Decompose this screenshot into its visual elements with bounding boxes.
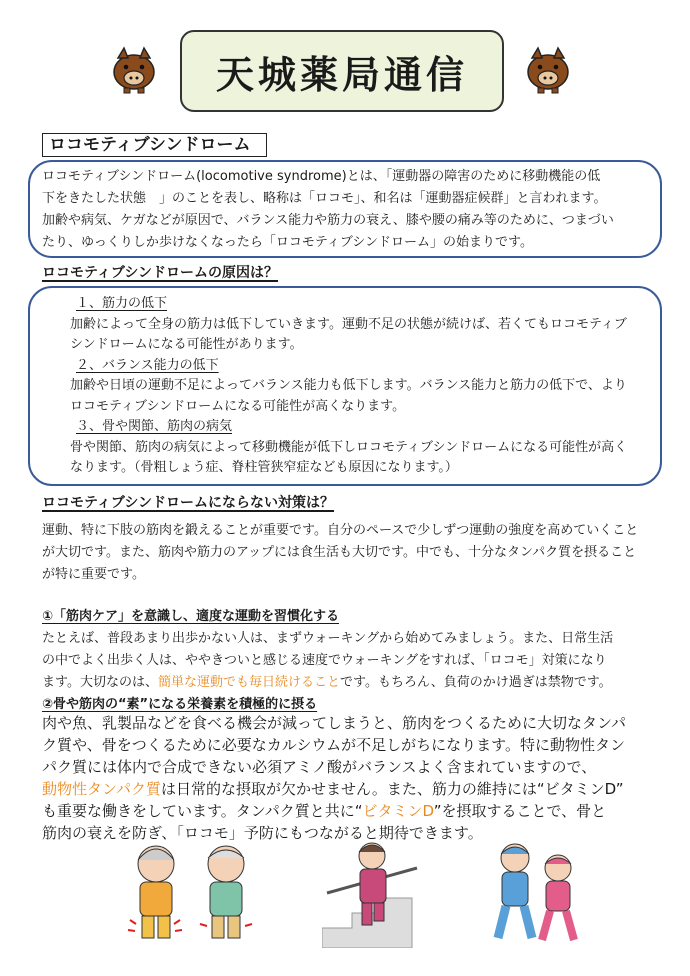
point2-line: ク質や、骨をつくるために必要なカルシウムが不足しがちになります。特に動物性タン — [42, 736, 625, 754]
point2-title: ②骨や筋肉の“素”になる栄養素を積極的に摂る — [42, 697, 318, 712]
point2-line — [42, 800, 672, 822]
point2-line: パク質には体内で合成できない必須アミノ酸がバランスよく含まれていますので、 — [42, 758, 597, 776]
point1-line: たとえば、普段あまり出歩かない人は、まずウォーキングから始めてみましょう。また、日常生活 — [42, 631, 614, 646]
point2-line — [42, 778, 672, 800]
highlight-animal-protein: 動物性タンパク質 — [42, 780, 161, 798]
text-segment: ”を摂取することで、骨と — [433, 802, 607, 820]
point1-block — [42, 606, 662, 716]
point2-line: 肉や魚、乳製品などを食べる機会が減ってしまうと、筋肉をつくるために大切なタンパ — [42, 714, 626, 732]
definition-text — [42, 166, 662, 254]
cause-title-muscle: １、筋力の低下 — [76, 296, 168, 311]
point1-line — [42, 672, 662, 694]
point2-line: 筋肉の衰えを防ぎ、「ロコモ」予防にもつながると期待できます。 — [42, 824, 483, 842]
highlight-vitamin-d: ビタミンD — [362, 802, 434, 820]
cause-line: シンドロームになる可能性があります。 — [70, 337, 303, 352]
point2-block — [42, 712, 672, 844]
definition-line: 加齢や病気、ケガなどが原因で、バランス能力や筋力の衰え、膝や腰の痛み等のために、つまづい — [42, 213, 614, 228]
highlight-daily-exercise: 簡単な運動でも毎日続けること — [157, 675, 340, 690]
newsletter-title: 天城薬局通信 — [180, 30, 504, 112]
walking-couple-illustration — [480, 838, 590, 948]
text-segment: ます。大切なのは、 — [42, 675, 158, 690]
definition-line: 下をきたした状態 」のことを表し、略称は「ロコモ」、和名は「運動器症候群」と言われます。 — [42, 191, 607, 206]
cause-line: 加齢や日頃の運動不足によってバランス能力も低下します。バランス能力と筋力の低下で、より — [70, 378, 627, 393]
definition-line: たり、ゆっくりしか歩けなくなったら「ロコモティブシンドローム」の始まりです。 — [42, 235, 533, 250]
section-heading-locomotive: ロコモティブシンドローム — [42, 133, 267, 157]
intro-line: が特に重要です。 — [42, 567, 145, 582]
boar-right-icon — [522, 42, 574, 94]
cause-line: 加齢によって全身の筋力は低下していきます。運動不足の状態が続けば、若くてもロコモティブ — [70, 316, 627, 332]
cause-line: 骨や関節、筋肉の病気によって移動機能が低下しロコモティブシンドロームになる可能性が高く — [70, 439, 628, 455]
section-heading-causes: ロコモティブシンドロームの原因は？ — [42, 265, 278, 281]
text-segment: です。もちろん、負荷のかけ過ぎは禁物です。 — [339, 675, 612, 690]
text-segment: も重要な働きをしています。タンパク質と共に“ — [42, 802, 363, 820]
prevention-intro — [42, 520, 662, 586]
intro-line: が大切です。また、筋肉や筋力のアップには食生活も大切です。中でも、十分なタンパク質を摂ること — [42, 545, 637, 560]
cause-title-disease: ３、骨や関節、筋肉の病気 — [76, 419, 233, 434]
causes-text — [70, 294, 660, 479]
cause-title-balance: ２、バランス能力の低下 — [76, 357, 219, 373]
cause-line: ロコモティブシンドロームになる可能性が高くなります。 — [70, 398, 406, 414]
point1-title: ①「筋肉ケア」を意識し、適度な運動を習慣化する — [42, 609, 340, 624]
elderly-knee-pain-illustration — [118, 838, 268, 948]
cause-line: なります。（骨粗しょう症、脊柱管狭窄症なども原因になります。） — [70, 460, 458, 475]
intro-line: 運動、特に下肢の筋肉を鍛えることが重要です。自分のペースで少しずつ運動の強度を高めていくこと — [42, 523, 639, 538]
point1-line: の中でよく出歩く人は、ややきついと感じる速度でウォーキングをすれば、「ロコモ」対策になり — [42, 653, 607, 668]
text-segment: は日常的な摂取が欠かせません。また、筋力の維持には“ビタミンD” — [160, 780, 624, 798]
elderly-stairs-illustration — [322, 838, 422, 948]
section-heading-prevention: ロコモティブシンドロームにならない対策は？ — [42, 495, 334, 511]
definition-line: ロコモティブシンドローム(locomotive syndrome)とは、「運動器の障害のために移動機能の低 — [42, 169, 601, 184]
boar-left-icon — [108, 42, 160, 94]
